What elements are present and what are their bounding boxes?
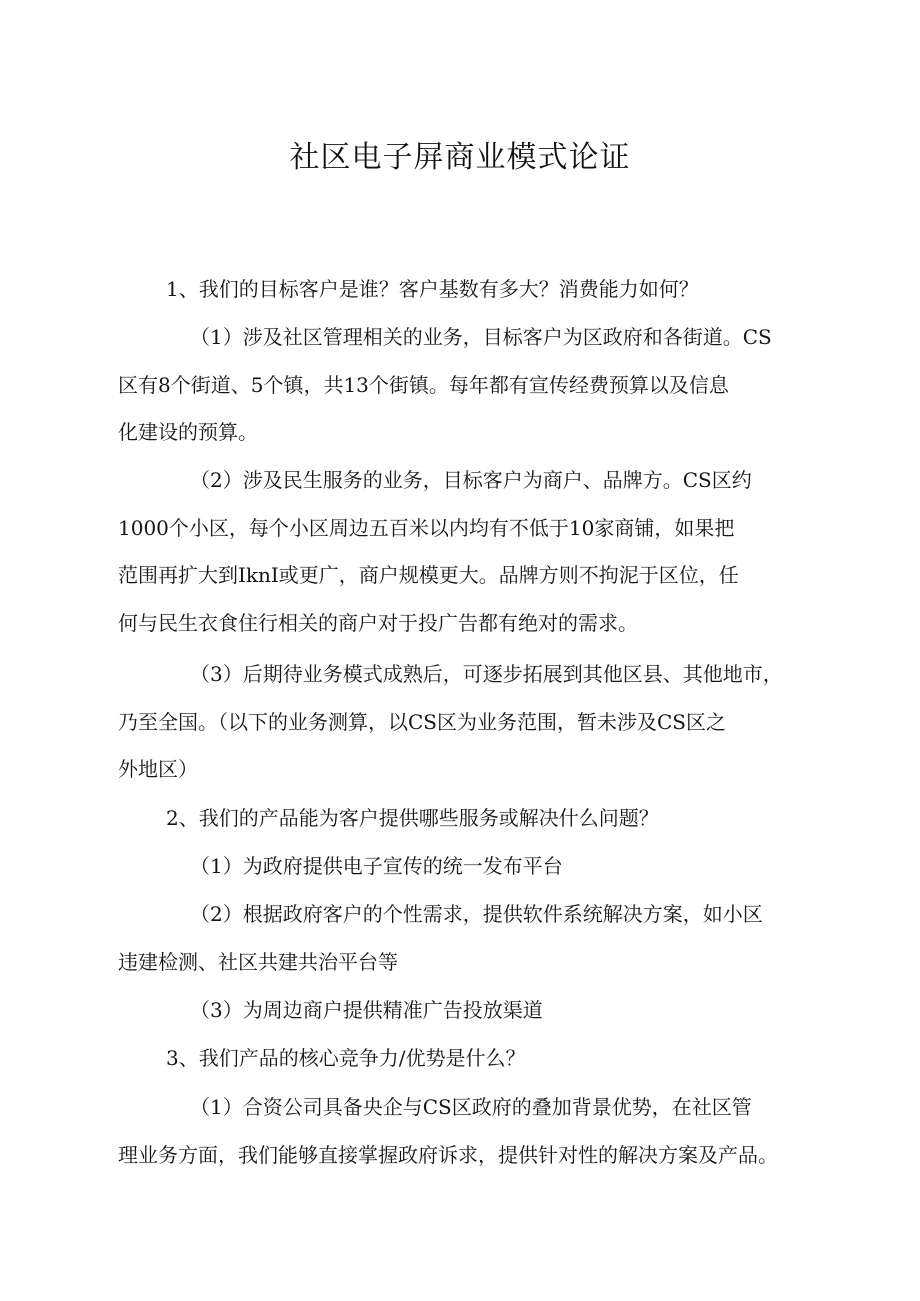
- paragraph-line: 2、我们的产品能为客户提供哪些服务或解决什么问题？: [166, 806, 659, 830]
- paragraph-line: 外地区）: [118, 757, 198, 781]
- document-title: 社区电子屏商业模式论证: [289, 140, 631, 175]
- paragraph-line: 乃至全国。（以下的业务测算，以CS区为业务范围，暂未涉及CS区之: [118, 709, 727, 734]
- paragraph-line: （1）为政府提供电子宣传的统一发布平台: [190, 854, 563, 878]
- paragraph-line: （1）合资公司具备央企与CS区政府的叠加背景优势，在社区管: [190, 1095, 752, 1119]
- paragraph-line: （2）根据政府客户的个性需求，提供软件系统解决方案，如小区: [190, 902, 763, 926]
- paragraph-line: （3）后期待业务模式成熟后，可逐步拓展到其他区县、其他地市，: [190, 662, 783, 686]
- paragraph-line: 1000个小区，每个小区周边五百米以内均有不低于10家商铺，如果把: [118, 515, 735, 540]
- answer-2-1: [118, 843, 802, 891]
- paragraph-line: 理业务方面，我们能够直接掌握政府诉求，提供针对性的解决方案及产品。: [118, 1142, 778, 1167]
- paragraph-line: 范围再扩大到IknI或更广，商户规模更大。品牌方则不拘泥于区位，任: [118, 563, 739, 587]
- paragraph-line: （2）涉及民生服务的业务，目标客户为商户、品牌方。CS区约: [190, 468, 752, 492]
- paragraph-line: （1）涉及社区管理相关的业务，目标客户为区政府和各街道。CS: [190, 325, 772, 349]
- answer-1-1: [118, 314, 802, 457]
- paragraph-line: 3、我们产品的核心竞争力/优势是什么？: [166, 1046, 526, 1070]
- answer-2-2: [118, 891, 802, 986]
- question-1: [118, 266, 802, 314]
- question-2: [118, 795, 802, 843]
- paragraph-line: 化建设的预算。: [118, 420, 258, 444]
- answer-2-3: [118, 987, 802, 1035]
- answer-3-1: [118, 1084, 802, 1179]
- answer-1-2: [118, 457, 802, 647]
- paragraph-line: 何与民生衣食住行相关的商户对于投广告都有绝对的需求。: [118, 610, 638, 635]
- paragraph-line: 违建检测、社区共建共治平台等: [118, 949, 398, 974]
- question-3: [118, 1035, 802, 1083]
- paragraph-line: 1、我们的目标客户是谁？客户基数有多大？消费能力如何？: [166, 277, 699, 301]
- paragraph-line: （3）为周边商户提供精准广告投放渠道: [190, 998, 543, 1022]
- paragraph-line: 区有8个街道、5个镇，共13个街镇。每年都有宣传经费预算以及信息: [118, 372, 729, 397]
- answer-1-3: [118, 651, 802, 794]
